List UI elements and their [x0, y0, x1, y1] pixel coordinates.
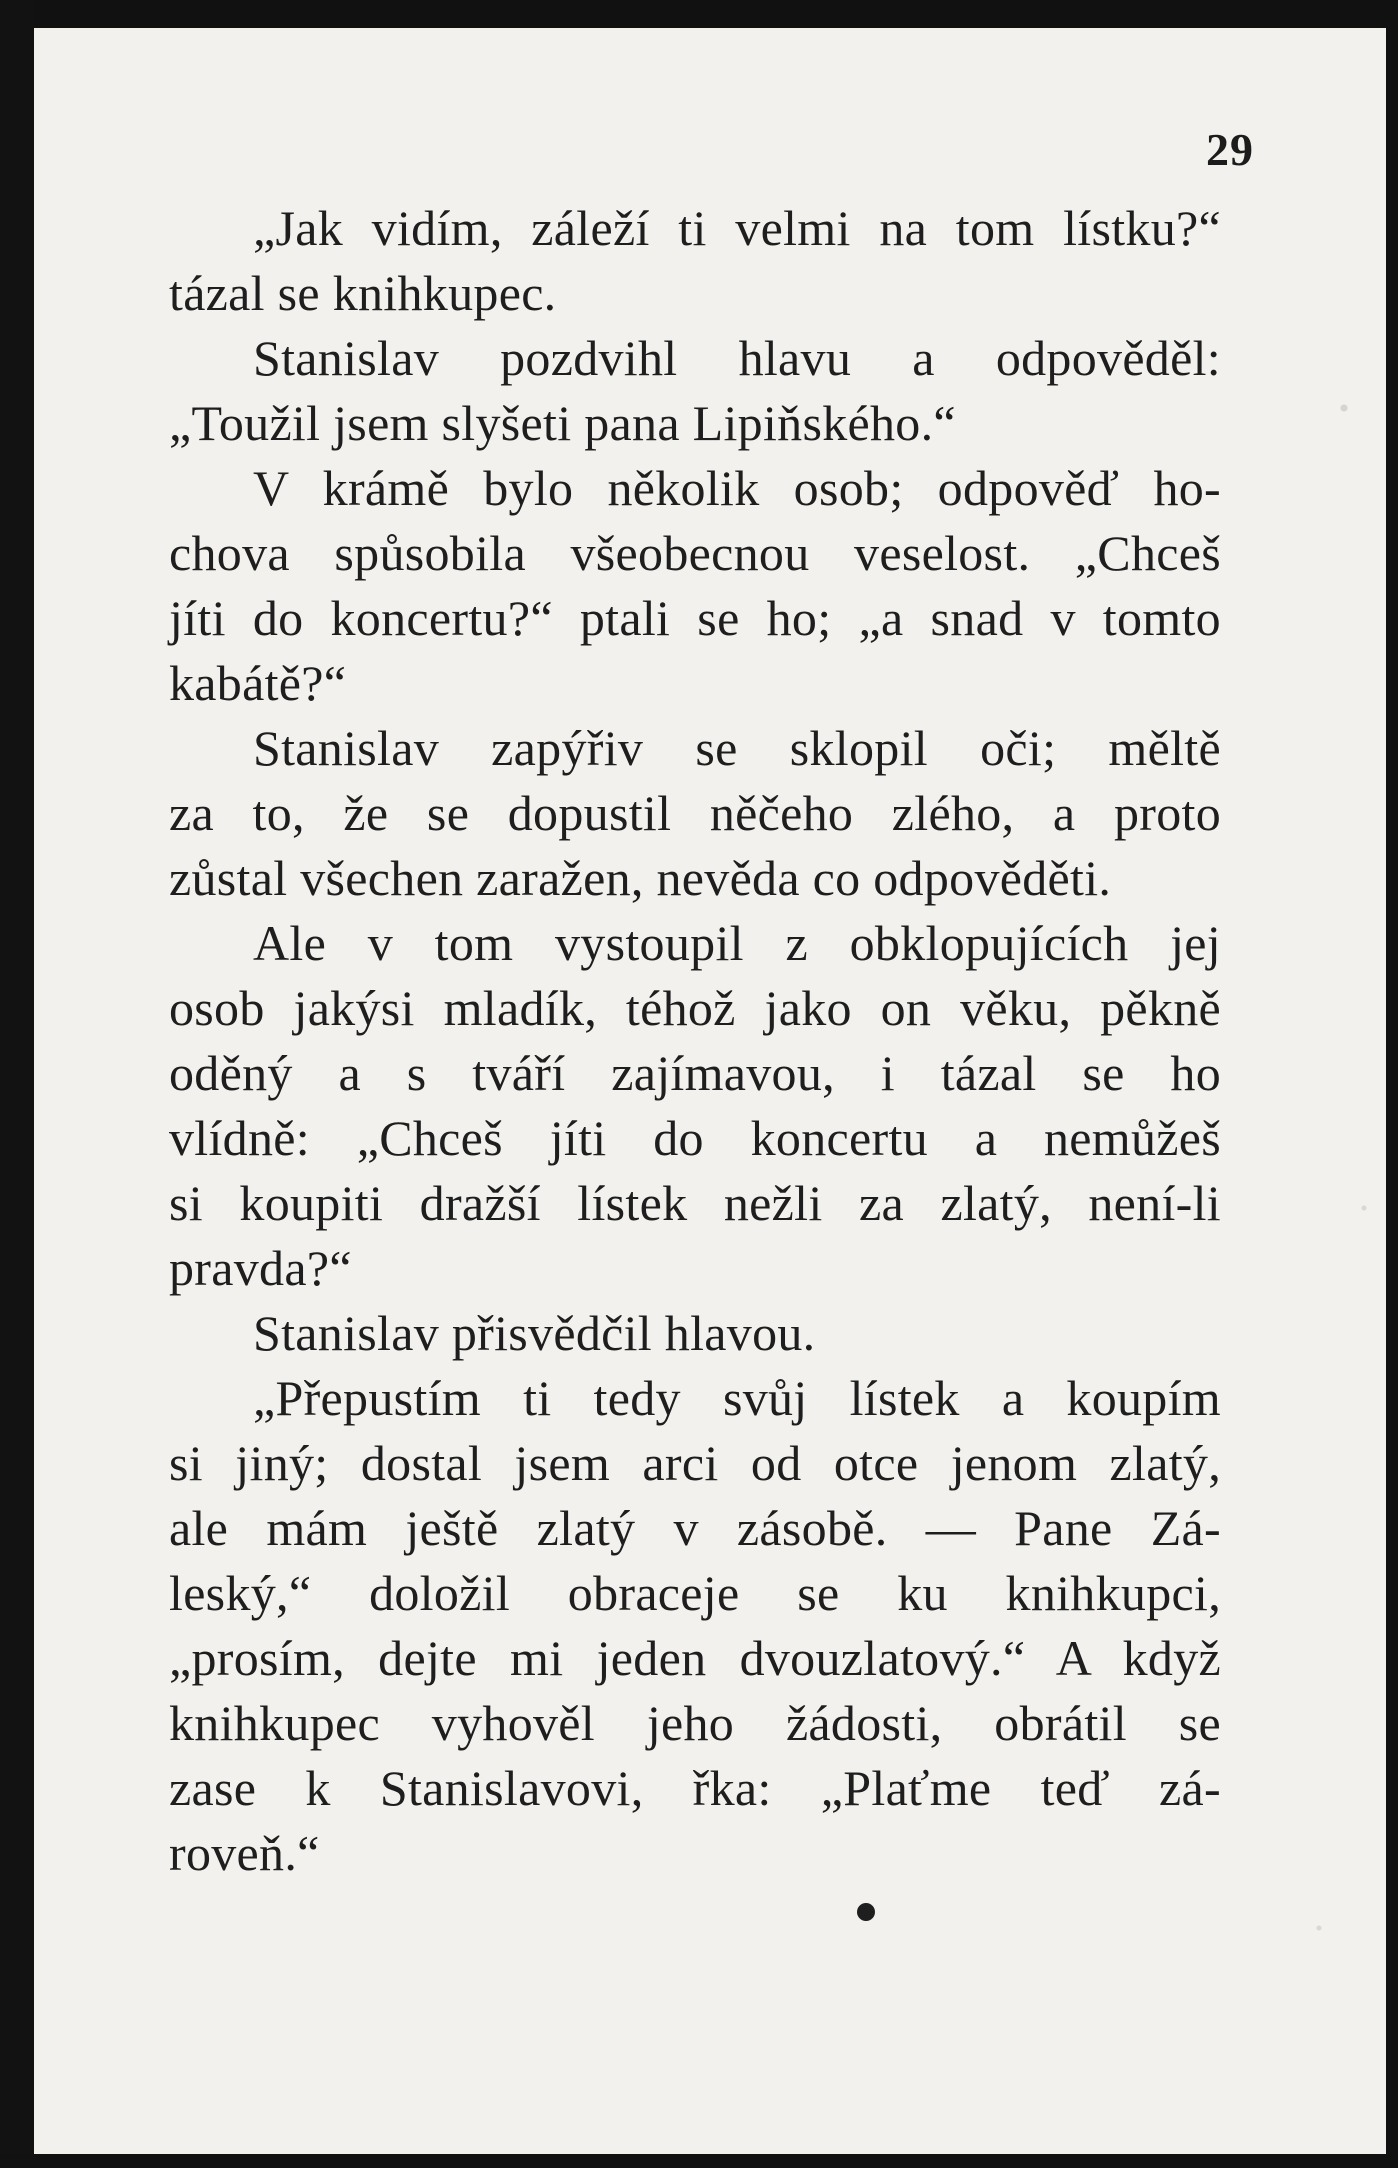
- text-line: „Toužil jsem slyšeti pana Lipiňského.“: [169, 395, 956, 451]
- text-line: „prosím, dejte mi jeden dvouzlatový.“ A když: [169, 1630, 1221, 1686]
- scan-border-bottom: [0, 2154, 1398, 2168]
- text-line: V krámě bylo několik osob; odpověď ho-: [253, 460, 1221, 516]
- text-line: knihkupec vyhověl jeho žádosti, obrátil se: [169, 1695, 1221, 1751]
- book-page: [34, 28, 1386, 2154]
- text-line: leský,“ doložil obraceje se ku knihkupci,: [169, 1565, 1221, 1621]
- scan-border-left: [0, 0, 34, 2168]
- body-text: [169, 196, 1221, 1886]
- scan-border-top: [0, 0, 1398, 28]
- page-number: 29: [1206, 124, 1254, 175]
- text-line: roveň.“: [169, 1825, 320, 1881]
- text-line: Stanislav pozdvihl hlavu a odpověděl:: [253, 330, 1221, 386]
- text-line: tázal se knihkupec.: [169, 265, 557, 321]
- text-line: zase k Stanislavovi, řka: „Plaťme teď zá-: [169, 1760, 1221, 1816]
- text-line: oděný a s tváří zajímavou, i tázal se ho: [169, 1045, 1221, 1101]
- text-line: pravda?“: [169, 1240, 352, 1296]
- text-line: „Jak vidím, záleží ti velmi na tom lístku?“: [253, 200, 1221, 256]
- text-line: jíti do koncertu?“ ptali se ho; „a snad v tomto: [169, 590, 1221, 646]
- text-line: vlídně: „Chceš jíti do koncertu a nemůžeš: [169, 1110, 1221, 1166]
- text-line: zůstal všechen zaražen, nevěda co odpověděti.: [169, 850, 1112, 906]
- text-line: chova spůsobila všeobecnou veselost. „Chceš: [169, 525, 1221, 581]
- text-line: si jiný; dostal jsem arci od otce jenom zlatý,: [169, 1435, 1221, 1491]
- scan-border-right: [1386, 0, 1398, 2168]
- text-line: za to, že se dopustil něčeho zlého, a proto: [169, 785, 1221, 841]
- text-line: osob jakýsi mladík, téhož jako on věku, pěkně: [169, 980, 1221, 1036]
- text-line: Ale v tom vystoupil z obklopujících jej: [253, 915, 1221, 971]
- text-line: „Přepustím ti tedy svůj lístek a koupím: [253, 1370, 1221, 1426]
- ornament-dot: [857, 1903, 875, 1921]
- text-line: Stanislav zapýřiv se sklopil oči; měltě: [253, 720, 1221, 776]
- text-line: Stanislav přisvědčil hlavou.: [253, 1305, 816, 1361]
- text-line: ale mám ještě zlatý v zásobě. — Pane Zá-: [169, 1500, 1221, 1556]
- text-line: si koupiti dražší lístek nežli za zlatý, není-li: [169, 1175, 1221, 1231]
- text-line: kabátě?“: [169, 655, 347, 711]
